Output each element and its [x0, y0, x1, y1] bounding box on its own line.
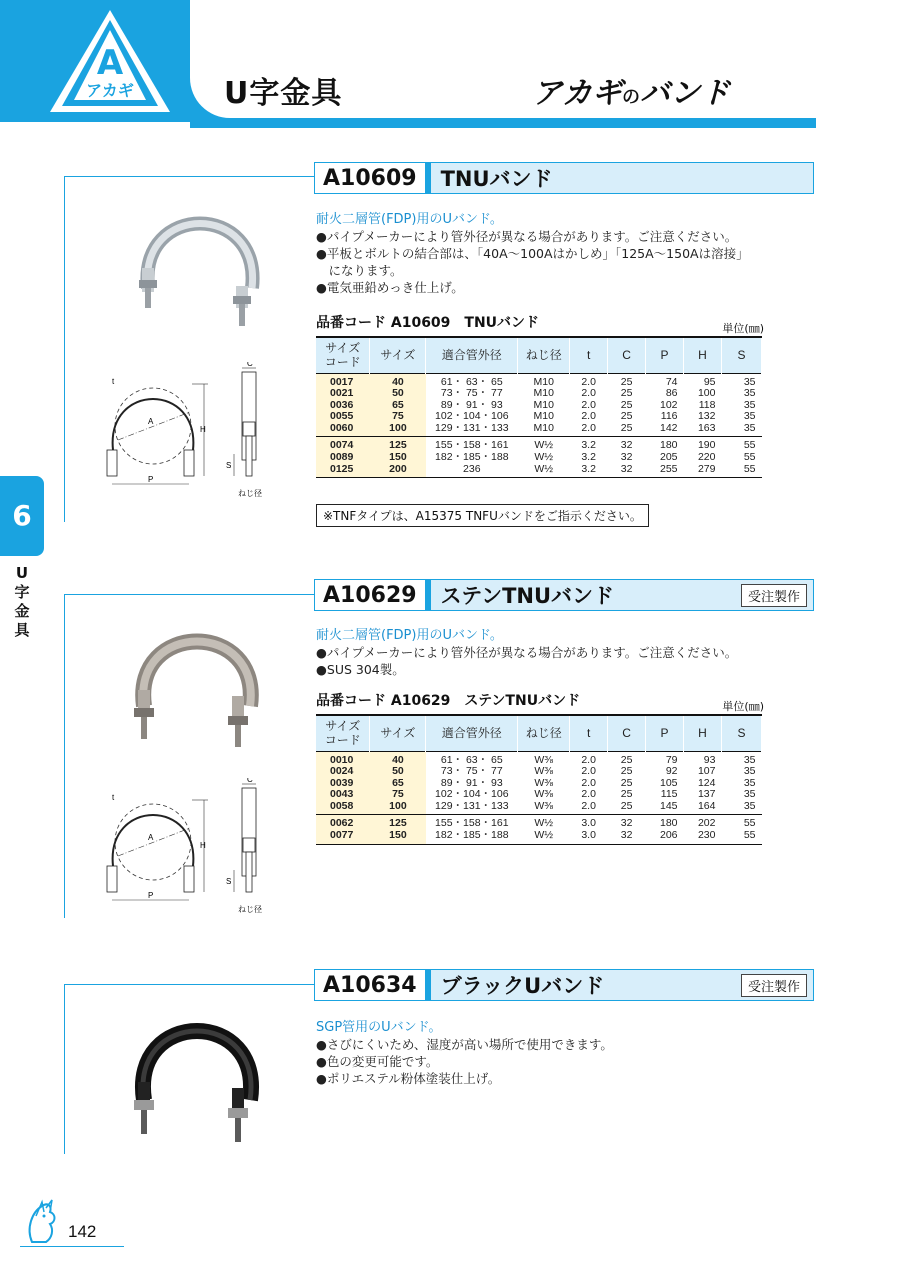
cell-value: 124: [697, 776, 716, 789]
cell-value: 89・ 91・ 93: [440, 776, 503, 789]
product-photo: [130, 196, 270, 330]
product-code: A10609: [315, 163, 431, 193]
bullet: ●平板とボルトの結合部は、「40A～100Aはかしめ」「125A～150Aは溶接」: [316, 246, 749, 261]
logo-letter: A: [96, 43, 124, 83]
table-cell: [370, 437, 426, 478]
table-cell: [646, 437, 684, 478]
cell-value: 2.0: [581, 410, 596, 423]
cell-value: 129・131・133: [435, 799, 509, 812]
cell-value: 2.0: [581, 398, 596, 411]
category-title: U字金具: [224, 76, 343, 111]
product-note: ※TNFタイプは、A15375 TNFUバンドをご指示ください。: [316, 504, 649, 527]
bolt-left: [107, 866, 117, 892]
t-label: t: [112, 377, 115, 386]
cell-value: 2.0: [581, 421, 596, 434]
bullet: ●ポリエステル粉体塗装仕上げ。: [316, 1071, 501, 1086]
header-line: コード: [324, 733, 361, 748]
cell-value: 236: [463, 462, 481, 475]
dimension-diagram: [96, 778, 282, 920]
cell-value: 0089: [330, 451, 354, 464]
column-header: [316, 715, 370, 751]
column-header: t: [570, 337, 608, 373]
cell-value: 107: [697, 765, 716, 778]
c-label: C: [247, 362, 253, 368]
product-title-bar: [314, 162, 814, 194]
cell-value: 35: [743, 410, 756, 423]
cell-value: 25: [620, 375, 633, 388]
cell-value: 75: [392, 788, 404, 801]
column-header: t: [570, 715, 608, 751]
cell-value: 0024: [330, 765, 354, 778]
made-to-order-badge: 受注製作: [741, 584, 807, 607]
chapter-label: U字金具: [14, 564, 30, 639]
cell-value: 0058: [330, 799, 354, 812]
product-subtitle: 耐火二層管(FDP)用のUバンド。: [316, 212, 503, 227]
table-cell: [722, 437, 762, 478]
cell-value: 25: [620, 753, 633, 766]
table-cell: [518, 751, 570, 815]
p-label: P: [148, 475, 154, 484]
table-cell: [684, 373, 722, 437]
cell-value: 150: [389, 451, 407, 464]
s-label: S: [226, 877, 232, 886]
a-label: A: [148, 417, 154, 426]
table-cell: [646, 751, 684, 815]
table-cell: [646, 815, 684, 844]
table-cell: [316, 373, 370, 437]
cell-value: 155・158・161: [435, 439, 509, 452]
cell-value: 32: [620, 439, 633, 452]
column-header: ねじ径: [518, 715, 570, 751]
page-number: 142: [68, 1222, 97, 1241]
cell-value: 202: [697, 817, 716, 830]
side-view-bolt: [246, 852, 252, 892]
bullet: ●パイプメーカーにより管外径が異なる場合があります。ご注意ください。: [316, 645, 738, 660]
table-cell: [370, 373, 426, 437]
bullet: ●さびにくいため、湿度が高い場所で使用できます。: [316, 1037, 613, 1052]
diameter-line: [118, 412, 190, 440]
column-header: S: [721, 715, 761, 751]
product-title-bar: [314, 969, 814, 1001]
table-cell: [608, 373, 646, 437]
table-cell: [370, 751, 426, 815]
cell-value: 86: [665, 387, 678, 400]
product-photo: [124, 1008, 270, 1148]
table-cell: [684, 437, 722, 478]
table-cell: [518, 437, 570, 478]
table-cell: [570, 373, 608, 437]
cell-value: 2.0: [581, 799, 596, 812]
cell-value: 182・185・188: [435, 829, 509, 842]
header: [0, 0, 816, 128]
table-cell: [608, 815, 646, 844]
cell-value: 102: [660, 398, 678, 411]
cell-value: 55: [743, 817, 756, 830]
cell-value: 0055: [330, 410, 354, 423]
column-header: ねじ径: [518, 337, 570, 373]
cell-value: 205: [660, 451, 678, 464]
cell-value: 50: [392, 387, 404, 400]
cell-value: 105: [659, 776, 678, 789]
table-cell: [646, 373, 684, 437]
table-caption: 品番コード A10629 ステンTNUバンド: [316, 693, 581, 709]
bullet: ●パイプメーカーにより管外径が異なる場合があります。ご注意ください。: [316, 229, 738, 244]
table-cell: [316, 751, 370, 815]
cell-value: W⅜: [534, 765, 554, 778]
table-cell: [518, 373, 570, 437]
cell-value: 25: [620, 398, 633, 411]
cell-value: 55: [743, 439, 756, 452]
cell-value: 0021: [330, 387, 354, 400]
column-header: C: [608, 337, 646, 373]
header-line: コード: [324, 355, 361, 370]
table-cell: [721, 751, 761, 815]
cell-value: 92: [665, 765, 678, 778]
h-label: H: [200, 425, 206, 434]
cell-value: 35: [743, 788, 756, 801]
cell-value: 155・158・161: [435, 817, 509, 830]
cell-value: 2.0: [581, 776, 596, 789]
product-title-bar: [314, 579, 814, 611]
cell-value: W½: [534, 451, 554, 464]
cell-value: M10: [533, 410, 554, 423]
cell-value: 25: [620, 776, 633, 789]
cell-value: 220: [697, 451, 716, 464]
product-bullets: [316, 1036, 613, 1087]
cell-value: 100: [697, 387, 716, 400]
cell-value: 93: [703, 753, 716, 766]
table-caption: 品番コード A10609 TNUバンド: [316, 315, 540, 331]
header-rule: [190, 118, 816, 128]
cell-value: 32: [620, 817, 633, 830]
brand-title: アカギのバンド: [532, 76, 730, 111]
cell-value: 180: [659, 817, 678, 830]
column-header: 適合管外径: [426, 715, 518, 751]
cell-value: 180: [660, 439, 678, 452]
cell-value: 0074: [330, 439, 354, 452]
cell-value: 142: [660, 421, 678, 434]
cell-value: 95: [703, 375, 716, 388]
cell-value: W⅜: [534, 776, 554, 789]
cell-value: 0062: [330, 817, 354, 830]
table-cell: [684, 751, 722, 815]
side-view-bolt: [246, 436, 252, 476]
cell-value: 65: [392, 776, 404, 789]
table-cell: [721, 815, 761, 844]
bolt-right: [184, 450, 194, 476]
made-to-order-badge: 受注製作: [741, 974, 807, 997]
cell-value: 3.0: [581, 817, 596, 830]
cell-value: 206: [659, 829, 678, 842]
table-cell: [608, 437, 646, 478]
product-subtitle: 耐火二層管(FDP)用のUバンド。: [316, 628, 503, 643]
cell-value: 35: [743, 375, 756, 388]
table-cell: [426, 751, 518, 815]
cell-value: W½: [534, 439, 554, 452]
cell-value: 2.0: [581, 753, 596, 766]
bullet: ●電気亜鉛めっき仕上げ。: [316, 280, 464, 295]
column-header: P: [646, 337, 684, 373]
cell-value: 35: [743, 765, 756, 778]
table-cell: [684, 815, 722, 844]
table-cell: [570, 751, 608, 815]
table-row-group: [316, 373, 762, 437]
column-header: サイズ: [370, 715, 426, 751]
table-cell: [426, 815, 518, 844]
logo-text: アカギ: [86, 81, 134, 100]
cell-value: 25: [620, 410, 633, 423]
table-row-group: [316, 751, 762, 815]
cell-value: 164: [697, 799, 716, 812]
product-photo: [124, 620, 270, 750]
table-cell: [316, 815, 370, 844]
thread-label: ねじ径: [238, 489, 262, 498]
cell-value: 79: [665, 753, 678, 766]
cell-value: 75: [392, 410, 404, 423]
c-label: C: [247, 778, 253, 784]
column-header: H: [684, 715, 722, 751]
cell-value: 279: [697, 462, 716, 475]
spec-table: [316, 336, 762, 478]
s-label: S: [226, 461, 232, 470]
table-row-group: [316, 437, 762, 478]
header-line: サイズ: [325, 341, 361, 356]
column-header: 適合管外径: [426, 337, 518, 373]
unit-label: 単位(㎜): [722, 700, 764, 713]
cell-value: 55: [743, 451, 756, 464]
column-header: サイズ: [370, 337, 426, 373]
cell-value: M10: [533, 387, 554, 400]
cell-value: 118: [698, 398, 716, 411]
cell-value: 35: [743, 776, 756, 789]
cell-value: 102・104・106: [435, 410, 509, 423]
cell-value: 74: [665, 375, 678, 388]
cell-value: 25: [620, 765, 633, 778]
product-code: A10629: [315, 580, 431, 610]
cell-value: 35: [743, 753, 756, 766]
cell-value: 0060: [330, 421, 354, 434]
cell-value: M10: [533, 375, 554, 388]
cell-value: 61・ 63・ 65: [440, 375, 503, 388]
cell-value: 116: [660, 410, 678, 423]
cell-value: 2.0: [581, 788, 596, 801]
h-label: H: [200, 841, 206, 850]
cell-value: 25: [620, 387, 633, 400]
cell-value: 255: [660, 462, 678, 475]
cell-value: 61・ 63・ 65: [440, 753, 503, 766]
table-cell: [722, 373, 762, 437]
bullet: になります。: [316, 263, 403, 278]
cell-value: 32: [620, 451, 633, 464]
table-cell: [370, 815, 426, 844]
bolt-left: [107, 450, 117, 476]
column-header: C: [608, 715, 646, 751]
unit-label: 単位(㎜): [722, 322, 764, 335]
cell-value: 0043: [330, 788, 354, 801]
table-cell: [426, 437, 518, 478]
bullet: ●色の変更可能です。: [316, 1054, 439, 1069]
cell-value: 150: [389, 829, 407, 842]
cell-value: 73・ 75・ 77: [440, 387, 503, 400]
cell-value: 89・ 91・ 93: [440, 398, 503, 411]
mascot-icon: [22, 1198, 62, 1244]
cell-value: W½: [534, 829, 554, 842]
footer-rule: [20, 1246, 124, 1247]
cell-value: 0036: [330, 398, 354, 411]
cell-value: 115: [660, 788, 678, 801]
table-cell: [570, 815, 608, 844]
column-header: H: [684, 337, 722, 373]
product-bullets: [316, 228, 749, 296]
cell-value: 125: [389, 817, 407, 830]
cell-value: M10: [533, 398, 554, 411]
table-cell: [518, 815, 570, 844]
cell-value: 145: [659, 799, 678, 812]
cell-value: 25: [620, 788, 633, 801]
cell-value: 0125: [330, 462, 354, 475]
akagi-logo: [48, 8, 172, 116]
side-view-nut: [243, 838, 255, 852]
cell-value: 2.0: [581, 387, 596, 400]
cell-value: 0010: [330, 753, 354, 766]
table-row-group: [316, 815, 762, 844]
cell-value: W⅜: [534, 788, 554, 801]
a-label: A: [148, 833, 154, 842]
column-header: [316, 337, 370, 373]
product-name: ブラックUバンド: [440, 974, 605, 998]
dimension-diagram: [96, 362, 282, 504]
cell-value: 35: [743, 398, 756, 411]
column-header: P: [646, 715, 684, 751]
cell-value: 25: [620, 421, 633, 434]
product-name: ステンTNUバンド: [440, 584, 615, 608]
cell-value: 0039: [330, 776, 354, 789]
table-cell: [608, 751, 646, 815]
header-line: サイズ: [325, 719, 361, 734]
cell-value: 2.0: [581, 765, 596, 778]
chapter-tab[interactable]: 6: [0, 476, 44, 556]
product-code: A10634: [315, 970, 431, 1000]
cell-value: 55: [743, 462, 756, 475]
cell-value: 125: [389, 439, 407, 452]
cell-value: 3.2: [581, 451, 596, 464]
cell-value: 40: [392, 753, 404, 766]
cell-value: W½: [534, 462, 554, 475]
cell-value: 65: [392, 398, 404, 411]
cell-value: 32: [620, 829, 633, 842]
cell-value: 190: [697, 439, 716, 452]
cell-value: 2.0: [581, 375, 596, 388]
cell-value: 230: [697, 829, 716, 842]
cell-value: 3.2: [581, 439, 596, 452]
table-cell: [316, 437, 370, 478]
cell-value: 35: [743, 421, 756, 434]
cell-value: 100: [389, 799, 407, 812]
cell-value: 200: [389, 462, 407, 475]
cell-value: M10: [533, 421, 554, 434]
product-bullets: [316, 644, 737, 678]
cell-value: 3.0: [581, 829, 596, 842]
cell-value: 0017: [330, 375, 354, 388]
cell-value: 100: [389, 421, 407, 434]
cell-value: 55: [743, 829, 756, 842]
cell-value: 137: [697, 788, 716, 801]
cell-value: 25: [620, 799, 633, 812]
cell-value: 0077: [330, 829, 354, 842]
spec-table: [316, 714, 762, 845]
product-subtitle: SGP管用のUバンド。: [316, 1020, 442, 1035]
cell-value: 132: [697, 410, 716, 423]
table-cell: [570, 437, 608, 478]
product-name: TNUバンド: [440, 167, 553, 191]
cell-value: 3.2: [581, 462, 596, 475]
bullet: ●SUS 304製。: [316, 662, 405, 677]
cell-value: 102・104・106: [435, 788, 509, 801]
cell-value: 163: [697, 421, 716, 434]
cell-value: 182・185・188: [435, 451, 509, 464]
column-header: S: [722, 337, 762, 373]
cell-value: W⅜: [534, 753, 554, 766]
side-view-nut: [243, 422, 255, 436]
cell-value: W⅜: [534, 799, 554, 812]
t-label: t: [112, 793, 115, 802]
cell-value: 129・131・133: [435, 421, 509, 434]
cell-value: 32: [620, 462, 633, 475]
table-cell: [426, 373, 518, 437]
p-label: P: [148, 891, 154, 900]
cell-value: 73・ 75・ 77: [440, 765, 503, 778]
thread-label: ねじ径: [238, 905, 262, 914]
cell-value: 40: [392, 375, 404, 388]
cell-value: 50: [392, 765, 404, 778]
cell-value: 35: [743, 387, 756, 400]
cell-value: W½: [534, 817, 554, 830]
cell-value: 35: [743, 799, 756, 812]
bolt-right: [184, 866, 194, 892]
diameter-line: [118, 828, 190, 856]
